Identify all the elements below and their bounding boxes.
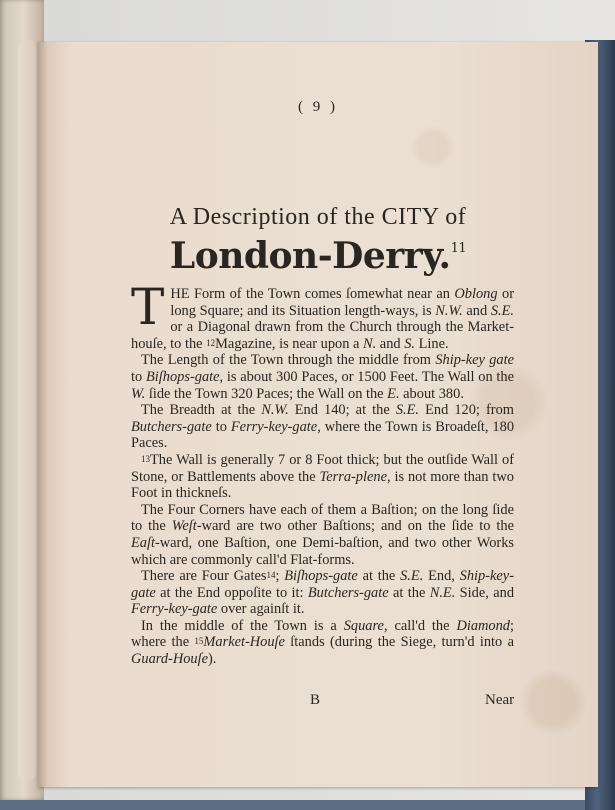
text-run: , where the Town is Broadeſt, 180 Paces. — [131, 418, 515, 452]
text-run: , is about 300 Paces, or 1500 Feet. The Wall on the — [219, 368, 514, 385]
footnote-mark: 15 — [194, 636, 204, 647]
text-run: and — [376, 335, 405, 352]
footnote-mark: 13 — [141, 453, 150, 464]
text-run: The Four Corners have each of them a Baſtion; on the long ſide to the — [131, 501, 514, 535]
signature-mark: B — [310, 692, 321, 708]
text-run: End 140; at the — [288, 402, 396, 419]
page-gutter-shadow — [38, 42, 48, 787]
text-run-italic: Biſhops-gate — [284, 568, 358, 585]
text-run: The Breadth at the — [141, 402, 262, 419]
text-run: In the middle of the Town is a — [141, 617, 344, 634]
text-run: End, — [423, 568, 460, 585]
title-city: CITY — [381, 204, 439, 230]
left-page-edge — [18, 40, 36, 780]
text-run-italic: Ferry-key-gate — [131, 601, 218, 618]
text-run-italic: Terra-plene — [319, 468, 387, 485]
text-run-italic: E. — [387, 385, 400, 402]
catchword: Near — [485, 692, 515, 708]
text-run: -ward, one Baſtion, one Demi-baſtion, and two other Works which are commonly call'd Flat-forms. — [131, 534, 514, 568]
text-run: Magazine, is near upon a — [215, 335, 363, 352]
text-run-italic: N.W. — [261, 402, 289, 419]
page-subtitle — [38, 235, 598, 277]
text-run: The Wall is generally 7 or 8 Foot thick; but the outſide Wall of Stone, or Battlements above the — [131, 451, 514, 485]
text-run: ; where the — [131, 617, 515, 651]
text-run: and — [462, 302, 491, 319]
paragraph-1 — [131, 278, 514, 352]
page-number: ( 9 ) — [298, 99, 338, 115]
text-run: or a Diagonal drawn from the Church through the Market-houſe, to the — [131, 319, 514, 352]
paragraph-4 — [131, 452, 514, 502]
paragraph-2 — [131, 352, 514, 402]
text-run-italic: S. — [404, 335, 415, 352]
text-run-italic: S.E. — [490, 302, 514, 319]
text-run: There are Four Gates — [141, 568, 267, 585]
text-run: ſide the Town 320 Paces; the Wall on the — [145, 385, 388, 402]
text-run: , call'd the — [383, 617, 457, 634]
title-prefix: A Description of the — [169, 204, 376, 230]
paragraph-7 — [131, 618, 514, 668]
text-run: at the End oppoſite to it: — [155, 584, 308, 601]
text-run-italic: Biſhops-gate — [145, 368, 220, 385]
title-suffix: of — [445, 204, 467, 230]
text-run: , is not more than two Foot in thickneſs. — [131, 468, 514, 502]
text-run-italic: Oblong — [454, 286, 498, 302]
paragraph-3 — [131, 402, 514, 452]
text-run: -ward are two other Baſtions; and on the ſide to the — [196, 518, 514, 535]
text-run-italic: Square — [343, 617, 384, 634]
text-run: over againſt it. — [217, 601, 305, 618]
text-run-italic: Ferry-key-gate — [230, 418, 318, 435]
text-run: ; — [275, 568, 285, 585]
subtitle-footnote-mark: 11 — [450, 241, 467, 256]
text-run-italic: S.E. — [395, 402, 419, 419]
paragraph-5 — [131, 502, 514, 568]
footnote-mark: 12 — [206, 337, 216, 348]
drop-cap: T — [131, 278, 165, 336]
text-run: Side, and — [455, 584, 515, 601]
text-run: to — [211, 418, 231, 435]
text-run: HE Form of the Town comes ſomewhat near an — [170, 286, 455, 302]
text-run: End 120; from — [419, 402, 514, 419]
text-run-italic: Guard-Houſe — [131, 651, 209, 668]
page-title — [38, 204, 598, 231]
text-run-italic: Butchers-gate — [131, 418, 212, 435]
body-text — [131, 278, 515, 668]
text-run-italic: W. — [131, 385, 146, 402]
text-run: The Length of the Town through the middle from — [141, 352, 436, 369]
text-run-italic: N. — [363, 335, 377, 352]
text-run-italic: Weſt — [171, 518, 197, 535]
text-run: at the — [357, 568, 401, 585]
text-run: to — [131, 368, 146, 385]
text-run-italic: Diamond — [456, 617, 511, 634]
text-run-italic: S.E. — [400, 568, 424, 585]
text-run-italic: N.W. — [435, 302, 463, 319]
book-page — [38, 42, 598, 787]
text-run: or long Square; and its Situation length-ways, is — [170, 286, 514, 319]
text-run-italic: Eaſt — [131, 534, 155, 551]
text-run-italic: Butchers-gate — [307, 584, 389, 601]
text-run-italic: Ship-key-gate — [131, 568, 514, 601]
text-run-italic: N.E. — [429, 584, 456, 601]
subtitle-text: London-Derry. — [169, 235, 451, 277]
text-run-italic: Ship-key gate — [435, 352, 514, 369]
paragraph-6 — [131, 568, 514, 618]
text-run-italic: Market-Houſe — [203, 634, 285, 651]
text-run: Line. — [414, 335, 449, 352]
text-run: ). — [208, 651, 217, 668]
footnote-mark: 14 — [266, 570, 276, 581]
text-run: about 380. — [399, 385, 464, 402]
text-run: ſtands (during the Siege, turn'd into a — [284, 634, 514, 651]
text-run: at the — [388, 584, 430, 601]
